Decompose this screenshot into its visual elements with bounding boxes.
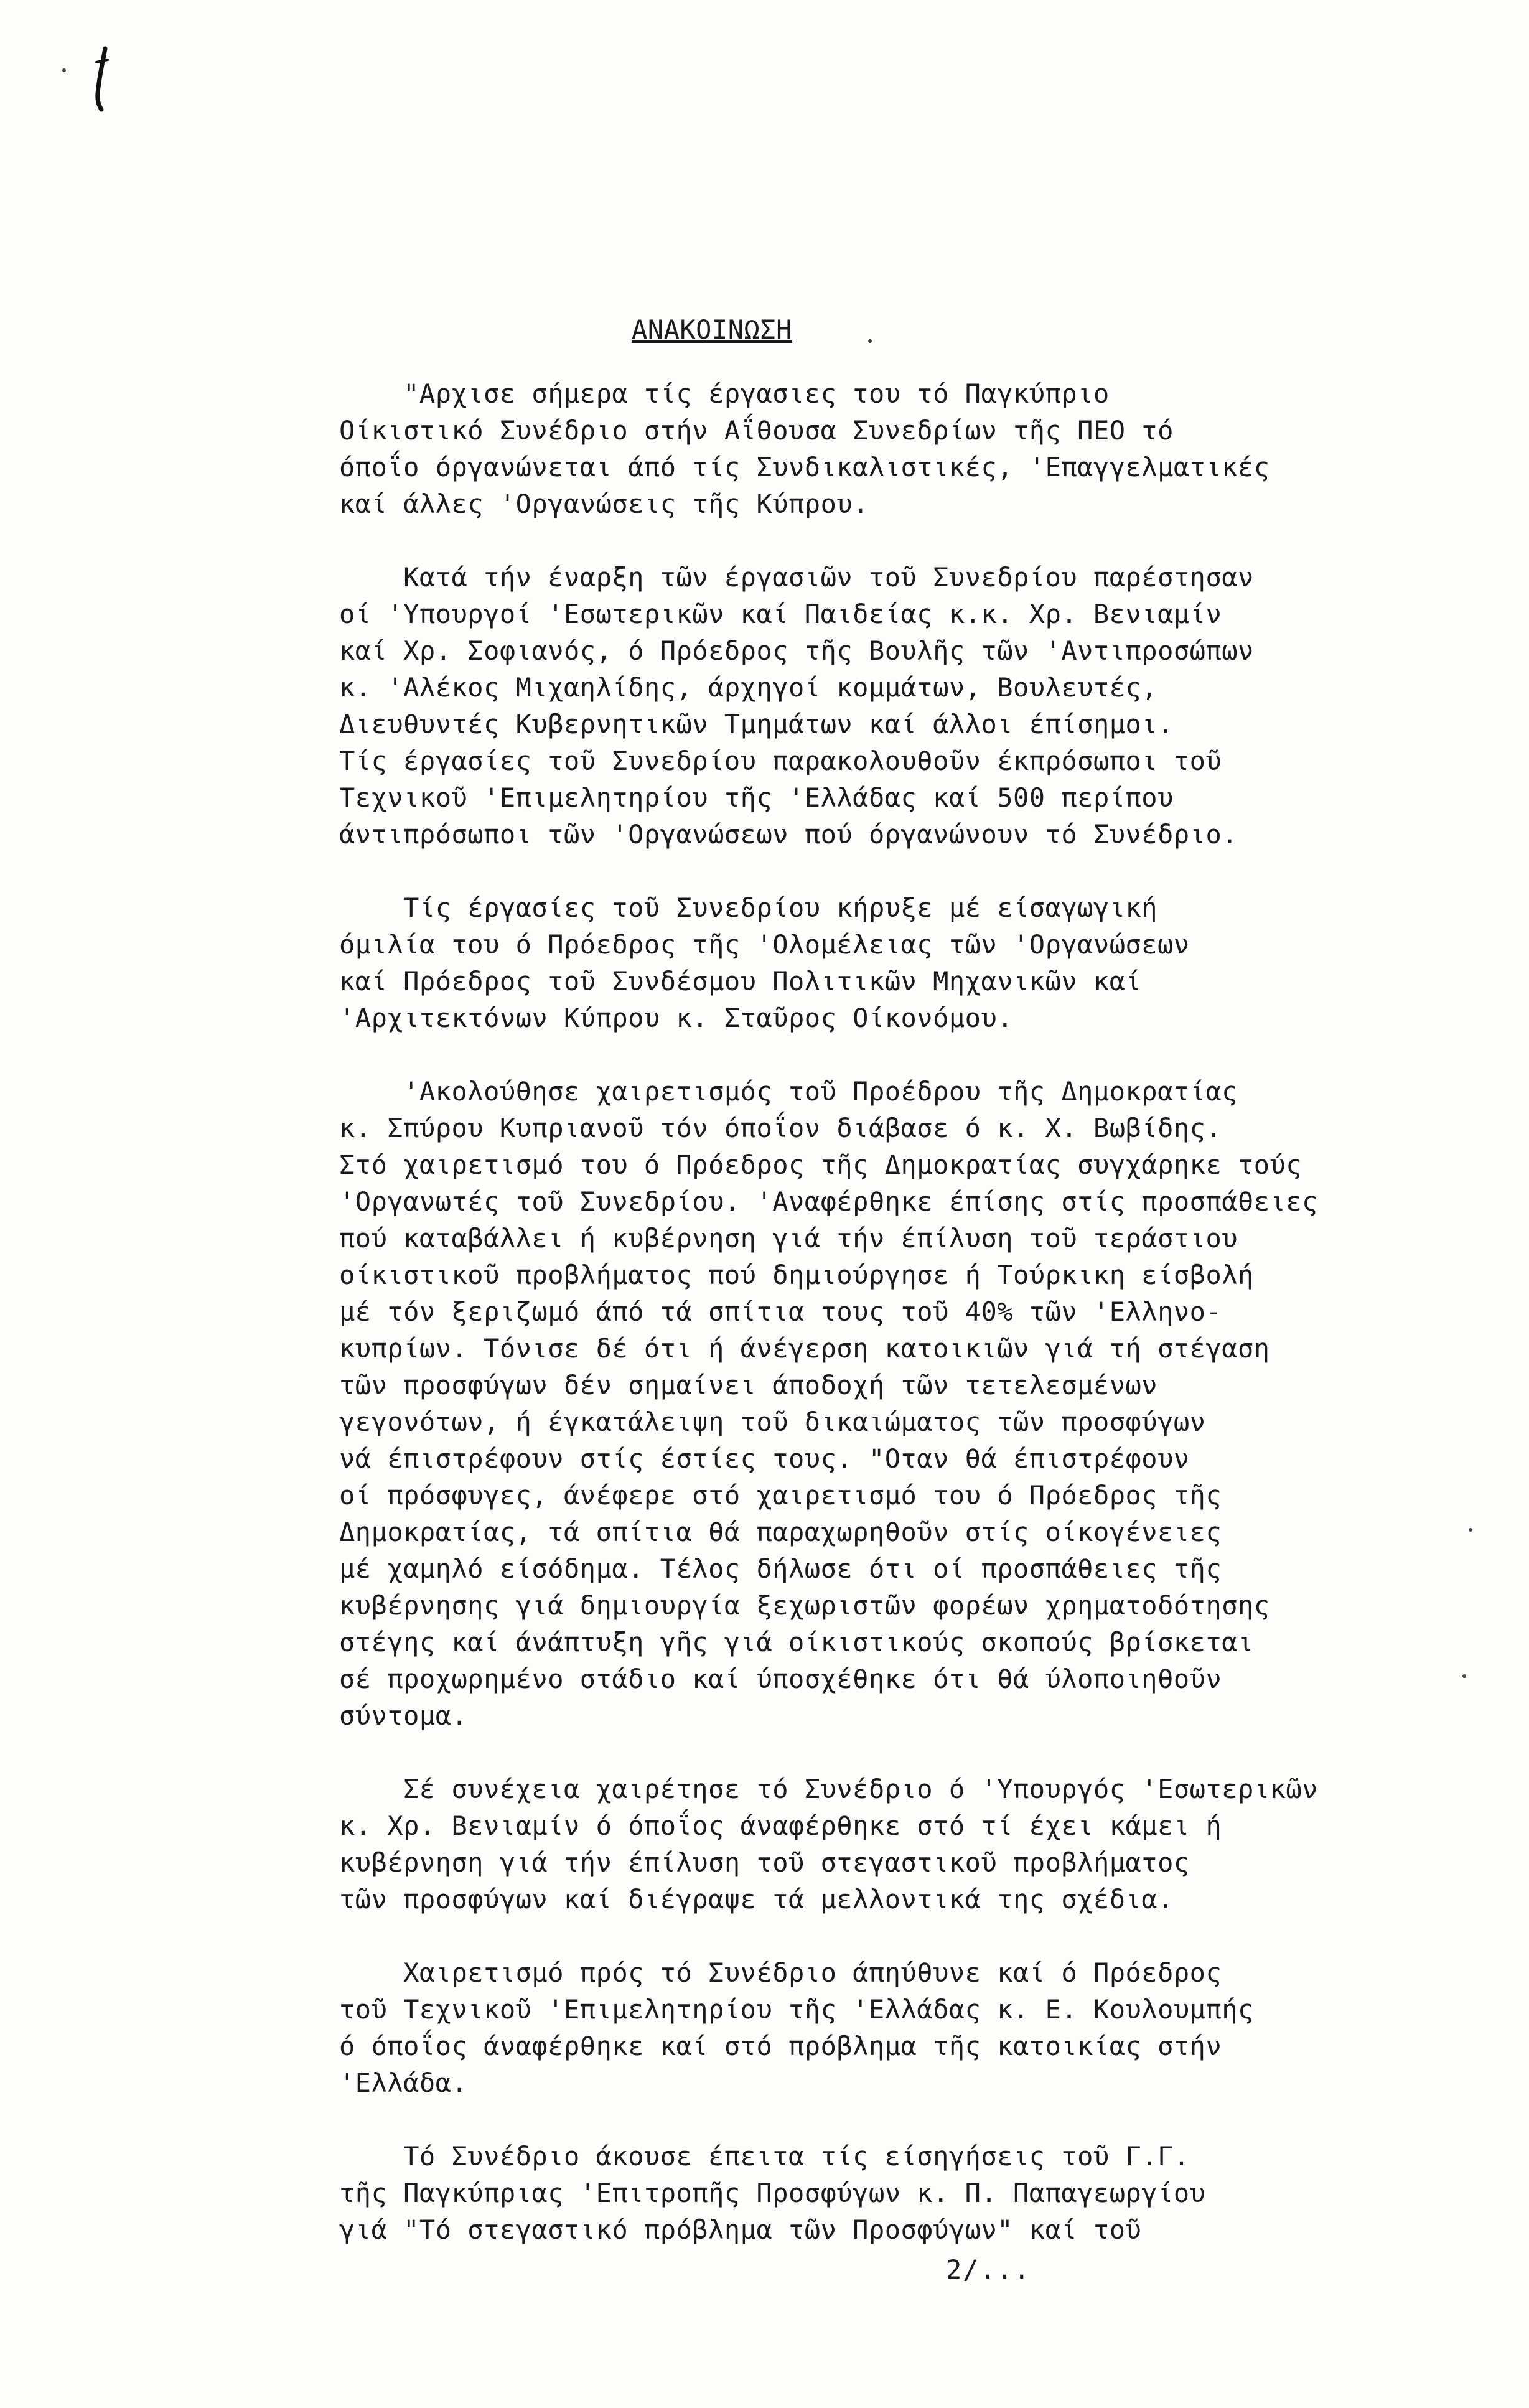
text-line: Τίς έργασίες τοῦ Συνεδρίου παρακολουθοῦν έκπρόσωποι τοῦ [339, 746, 1222, 776]
paragraph [339, 2138, 1459, 2248]
page-number: 2/... [946, 2254, 1031, 2285]
text-line: στέγης καί άνάπτυξη γῆς γιά οίκιστικούς σκοπούς βρίσκεται [339, 1627, 1254, 1657]
text-line: τῆς Παγκύπριας 'Επιτροπῆς Προσφύγων κ. Π. Παπαγεωργίου [339, 2178, 1206, 2208]
text-line: Κατά τήν έναρξη τῶν έργασιῶν τοῦ Συνεδρίου παρέστησαν [339, 562, 1254, 593]
text-line: Τεχνικοῦ 'Επιμελητηρίου τῆς 'Ελλάδας καί 500 περίπου [339, 782, 1174, 813]
text-line: 'Οργανωτές τοῦ Συνεδρίου. 'Αναφέρθηκε έπίσης στίς προσπάθειες [339, 1186, 1318, 1217]
text-line: καί άλλες 'Οργανώσεις τῆς Κύπρου. [339, 489, 869, 519]
text-line: ό όποΐος άναφέρθηκε καί στό πρόβλημα τῆς κατοικίας στήν [339, 2031, 1222, 2061]
text-line: 'Ελλάδα. [339, 2068, 468, 2098]
handwritten-mark [84, 44, 121, 118]
text-line: 'Ακολούθησε χαιρετισμός τοῦ Προέδρου τῆς Δημοκρατίας [339, 1076, 1238, 1107]
text-line: τῶν προσφύγων δέν σημαίνει άποδοχή τῶν τετελεσμένων [339, 1370, 1158, 1400]
text-line: πού καταβάλλει ή κυβέρνηση γιά τήν έπίλυση τοῦ τεράστιου [339, 1223, 1238, 1253]
document-title: ΑΝΑΚΟΙΝΩΣΗ [632, 314, 792, 345]
text-line: τοῦ Τεχνικοῦ 'Επιμελητηρίου τῆς 'Ελλάδας κ. Ε. Κουλουμπής [339, 1994, 1254, 2025]
text-line: γεγονότων, ή έγκατάλειψη τοῦ δικαιώματος τῶν προσφύγων [339, 1407, 1206, 1437]
text-line: Δημοκρατίας, τά σπίτια θά παραχωρηθοῦν στίς οίκογένειες [339, 1517, 1222, 1547]
paragraph [339, 375, 1459, 522]
text-line: οίκιστικοῦ προβλήματος πού δημιούργησε ή Τούρκικη είσβολή [339, 1260, 1254, 1290]
text-line: Στό χαιρετισμό του ό Πρόεδρος τῆς Δημοκρατίας συγχάρηκε τούς [339, 1150, 1302, 1180]
speck [1469, 1528, 1472, 1532]
paragraph [339, 559, 1459, 853]
paragraph [339, 889, 1459, 1036]
paragraph [339, 1073, 1459, 1734]
text-line: κ. 'Αλέκος Μιχαηλίδης, άρχηγοί κομμάτων, Βουλευτές, [339, 672, 1158, 703]
text-line: κυβέρνηση γιά τήν έπίλυση τοῦ στεγαστικοῦ προβλήματος [339, 1847, 1190, 1878]
text-line: οί 'Υπουργοί 'Εσωτερικῶν καί Παιδείας κ.κ. Χρ. Βενιαμίν [339, 599, 1222, 629]
text-line: κυβέρνησης γιά δημιουργία ξεχωριστῶν φορέων χρηματοδότησης [339, 1590, 1270, 1621]
text-line: άντιπρόσωποι τῶν 'Οργανώσεων πού όργανώνουν τό Συνέδριο. [339, 819, 1238, 850]
text-line: 'Αρχιτεκτόνων Κύπρου κ. Σταῦρος Οίκονόμου. [339, 1003, 1014, 1033]
text-line: Σέ συνέχεια χαιρέτησε τό Συνέδριο ό 'Υπουργός 'Εσωτερικῶν [339, 1774, 1318, 1804]
text-line: "Αρχισε σήμερα τίς έργασιες του τό Παγκύπριο [339, 378, 1110, 409]
text-line: μέ τόν ξεριζωμό άπό τά σπίτια τους τοῦ 40% τῶν 'Ελληνο- [339, 1296, 1222, 1327]
text-line: Διευθυντές Κυβερνητικῶν Τμημάτων καί άλλοι έπίσημοι. [339, 709, 1174, 739]
text-line: γιά "Τό στεγαστικό πρόβλημα τῶν Προσφύγων" καί τοῦ [339, 2214, 1142, 2245]
text-line: Χαιρετισμό πρός τό Συνέδριο άπηύθυνε καί ό Πρόεδρος [339, 1957, 1222, 1988]
text-line: μέ χαμηλό είσόδημα. Τέλος δήλωσε ότι οί προσπάθειες τῆς [339, 1553, 1222, 1584]
text-line: οί πρόσφυγες, άνέφερε στό χαιρετισμό του ό Πρόεδρος τῆς [339, 1480, 1222, 1511]
text-line: καί Πρόεδρος τοῦ Συνδέσμου Πολιτικῶν Μηχανικῶν καί [339, 966, 1142, 996]
text-line: Τίς έργασίες τοῦ Συνεδρίου κήρυξε μέ είσαγωγική [339, 892, 1158, 923]
speck [62, 68, 66, 72]
text-line: νά έπιστρέφουν στίς έστίες τους. "Οταν θά έπιστρέφουν [339, 1443, 1190, 1474]
text-line: κ. Σπύρου Κυπριανοῦ τόν όποΐον διάβασε ό κ. Χ. Βωβίδης. [339, 1113, 1222, 1143]
text-line: Τό Συνέδριο άκουσε έπειτα τίς είσηγήσεις τοῦ Γ.Γ. [339, 2141, 1190, 2171]
text-line: τῶν προσφύγων καί διέγραψε τά μελλοντικά της σχέδια. [339, 1884, 1174, 1914]
text-line: σύντομα. [339, 1700, 468, 1731]
paragraph [339, 1771, 1459, 1918]
paragraphs [339, 375, 1459, 2248]
text-line: κ. Χρ. Βενιαμίν ό όποΐος άναφέρθηκε στό τί έχει κάμει ή [339, 1811, 1222, 1841]
speck [1462, 1674, 1466, 1678]
text-line: Οίκιστικό Συνέδριο στήν Αΐθουσα Συνεδρίων τῆς ΠΕΟ τό [339, 415, 1174, 446]
text-line: καί Χρ. Σοφιανός, ό Πρόεδρος τῆς Βουλῆς τῶν 'Αντιπροσώπων [339, 635, 1254, 666]
announcement-body [339, 311, 1459, 2285]
paragraph [339, 1954, 1459, 2101]
text-line: όμιλία του ό Πρόεδρος τῆς 'Ολομέλειας τῶν 'Οργανώσεων [339, 929, 1190, 960]
text-line: όποΐο όργανώνεται άπό τίς Συνδικαλιστικές, 'Επαγγελματικές [339, 452, 1270, 482]
text-line: σέ προχωρημένο στάδιο καί ύποσχέθηκε ότι θά ύλοποιηθοῦν [339, 1664, 1222, 1694]
text-line: κυπρίων. Τόνισε δέ ότι ή άνέγερση κατοικιῶν γιά τή στέγαση [339, 1333, 1270, 1364]
